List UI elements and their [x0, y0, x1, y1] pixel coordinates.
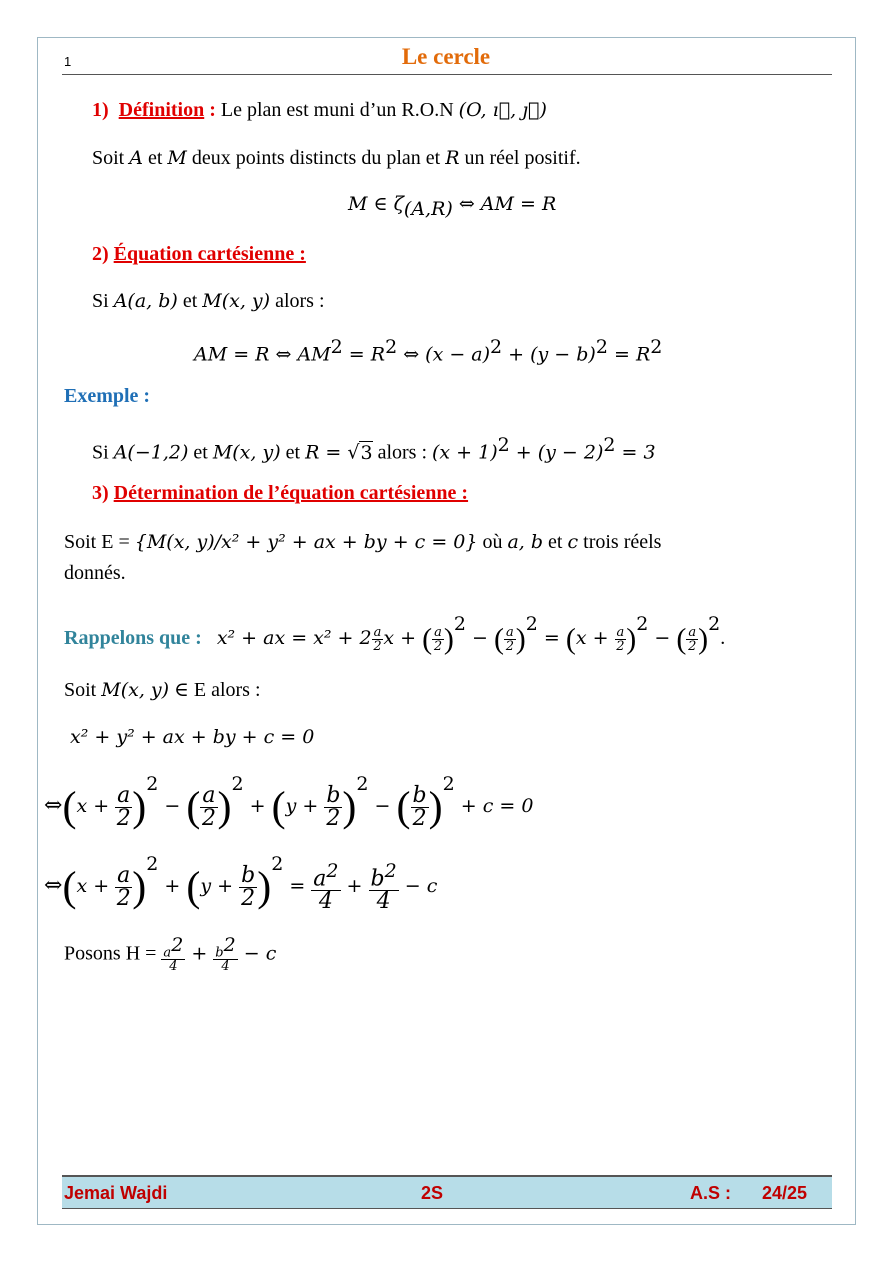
example-label: Exemple : — [64, 385, 151, 407]
equation-step-2: ⇔(x + $\frac{a}{2}$ )$^2$ + (y + $\frac{b}{2}$ )$^2$ = $\frac{a^2}{4}$ + $\frac{b^2}{4}$ − c — [44, 853, 438, 915]
set-e-definition: Soit E = {M(x, y)/x² + y² + ax + by + c = 0} où a, b et c trois réels — [64, 531, 662, 553]
page-number: 1 — [64, 54, 72, 69]
reminder-identity: Rappelons que : x² + ax = x² + 2 $\frac{a}{2}$ x + ( $\frac{a}{2}$ )$^2$ − ( $\frac{a}{2}$ )$^2$ = (x + $\frac{a}{2}$ )$^2$ − ( $\frac{a}{2}$ )$^2$. — [64, 613, 726, 656]
footer-year-label: A.S : — [690, 1183, 732, 1203]
circle-definition-equation: M ∈ $\zeta_{(A,R)}$ ⇔ AM = R — [348, 193, 557, 220]
set-e-definition-cont: donnés. — [64, 562, 126, 584]
footer-class: 2S — [421, 1183, 444, 1203]
reminder-label: Rappelons que : — [64, 627, 202, 649]
section-2-heading: 2) Équation cartésienne : — [92, 243, 306, 265]
definition-text: Soit A et M deux points distincts du plan et R un réel positif. — [92, 147, 581, 169]
section-3-heading: 3) Détermination de l’équation cartésienne : — [92, 482, 469, 504]
equation-e: x² + y² + ax + by + c = 0 — [70, 726, 315, 748]
equation-step-1: ⇔(x + $\frac{a}{2}$ )$^2$ − ( $\frac{a}{2}$ )$^2$ + (y + $\frac{b}{2}$ )$^2$ − ( $\frac{b}{2}$ )$^2$ + c = 0 — [44, 773, 534, 831]
point-in-e: Soit M(x, y) ∈ E alors : — [64, 679, 261, 701]
section-1-heading: 1) Définition : Le plan est muni d’un R.O.N (O, ı⃗, ȷ⃗) — [92, 99, 547, 121]
page-title: Le cercle — [401, 44, 491, 69]
footer-year: 24/25 — [762, 1183, 808, 1203]
footer-author: Jemai Wajdi — [64, 1183, 168, 1203]
example-equation: Si A(−1,2) et M(x, y) et R = √3 alors : $(x + 1)^2 + (y - 2)^2 = 3$ — [92, 434, 656, 464]
header-divider — [62, 74, 832, 75]
points-statement: Si A(a, b) et M(x, y) alors : — [92, 290, 325, 312]
footer-bar — [62, 1175, 832, 1209]
cartesian-equation: AM = R ⇔ $AM^2 = R^2$ ⇔ $(x - a)^2 + (y - b)^2 = R^2$ — [194, 336, 663, 366]
ron-formula: (O, ı⃗, ȷ⃗) — [458, 99, 547, 121]
definition-label: Définition — [118, 99, 205, 121]
posons-h: Posons H = $\frac{a^2}{4}$ + $\frac{b^2}{4}$ − c — [64, 934, 277, 975]
